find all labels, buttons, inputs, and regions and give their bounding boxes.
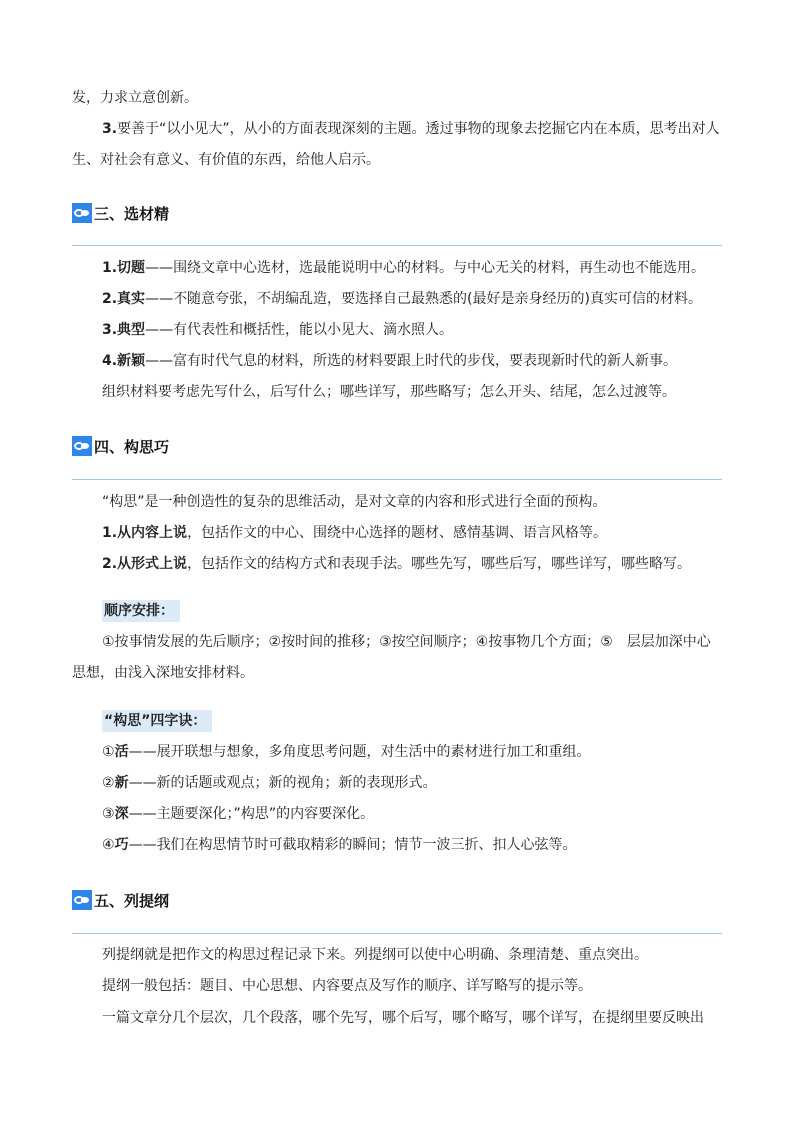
body-line: 列提纲就是把作文的构思过程记录下来。列提纲可以使中心明确、条理清楚、重点突出。 — [102, 947, 648, 963]
section-link-icon — [72, 203, 92, 223]
item-label: 巧 — [114, 837, 129, 853]
item-text: ——不随意夸张，不胡编乱造，要选择自己最熟悉的(最好是亲身经历的)真实可信的材料。 — [145, 291, 702, 307]
body-line: 一篇文章分几个层次，几个段落，哪个先写，哪个后写，哪个略写，哪个详写，在提纲里要反映出 — [102, 1010, 704, 1026]
section-divider — [72, 479, 722, 480]
section-link-icon — [72, 890, 92, 910]
order-line-cont: 思想，由浅入深地安排材料。 — [72, 665, 254, 681]
body-line: 提纲一般包括：题目、中心思想、内容要点及写作的顺序、详写略写的提示等。 — [102, 978, 592, 994]
paragraph-text: 要善于“以小见大”，从小的方面表现深刻的主题。透过事物的现象去挖掘它内在本质，思考出对人 — [117, 121, 720, 137]
paragraph-number: 3. — [102, 121, 118, 137]
item-label: 活 — [114, 744, 129, 760]
item-text: ——围绕文章中心选材，选最能说明中心的材料。与中心无关的材料，再生动也不能选用。 — [145, 260, 706, 276]
section-link-icon — [72, 436, 92, 456]
section-title: 四、构思巧 — [94, 437, 170, 456]
section-4-heading — [72, 435, 169, 457]
item-label: 2.真实 — [102, 291, 146, 307]
list-item — [102, 289, 702, 309]
intro-paragraph-3-cont: 生、对社会有意义、有价值的东西，给他人启示。 — [72, 152, 380, 168]
list-item — [102, 742, 591, 762]
item-mark: ② — [102, 775, 115, 791]
item-mark: ④ — [102, 837, 115, 853]
section-title: 五、列提纲 — [94, 891, 170, 910]
list-item — [102, 835, 577, 855]
item-mark: ③ — [102, 806, 115, 822]
item-label: 2.从形式上说 — [102, 556, 188, 572]
section-3-heading — [72, 202, 169, 224]
order-line: ①按事情发展的先后顺序；②按时间的推移；③按空间顺序；④按事物几个方面；⑤ 层层加深中心 — [102, 634, 711, 650]
item-label: 3.典型 — [102, 322, 146, 338]
list-item — [102, 554, 691, 574]
list-item — [102, 773, 437, 793]
intro-line: 发，力求立意创新。 — [72, 90, 198, 106]
section-title: 三、选材精 — [94, 204, 170, 223]
item-label: 1.从内容上说 — [102, 525, 188, 541]
section-divider — [72, 933, 722, 934]
list-item — [102, 804, 374, 824]
item-text: ，包括作文的结构方式和表现手法。哪些先写，哪些后写，哪些详写，哪些略写。 — [187, 556, 692, 572]
item-label: 深 — [114, 806, 129, 822]
item-text: ——新的话题或观点；新的视角；新的表现形式。 — [128, 775, 437, 791]
section-divider — [72, 245, 722, 246]
subheading-order: 顺序安排： — [102, 600, 180, 622]
section-intro: “构思”是一种创造性的复杂的思维活动，是对文章的内容和形式进行全面的预构。 — [102, 494, 607, 510]
item-label: 4.新颖 — [102, 353, 146, 369]
list-item — [102, 258, 705, 278]
list-item — [102, 320, 453, 340]
item-label: 新 — [114, 775, 129, 791]
item-text: ——有代表性和概括性，能以小见大、滴水照人。 — [145, 322, 454, 338]
subheading-four-words: “构思”四字诀： — [102, 710, 212, 732]
item-text: ——我们在构思情节时可截取精彩的瞬间；情节一波三折、扣人心弦等。 — [128, 837, 577, 853]
intro-paragraph-3 — [102, 119, 720, 139]
item-text: ——展开联想与想象，多角度思考问题，对生活中的素材进行加工和重组。 — [128, 744, 591, 760]
item-label: 1.切题 — [102, 260, 146, 276]
list-item — [102, 351, 677, 371]
list-item — [102, 523, 607, 543]
item-text: ——富有时代气息的材料，所选的材料要跟上时代的步伐，要表现新时代的新人新事。 — [145, 353, 678, 369]
item-text: ——主题要深化；”构思”的内容要深化。 — [128, 806, 375, 822]
item-text: ，包括作文的中心、围绕中心选择的题材、感情基调、语言风格等。 — [187, 525, 608, 541]
item-mark: ① — [102, 744, 115, 760]
section-note: 组织材料要考虑先写什么，后写什么；哪些详写，那些略写；怎么开头、结尾，怎么过渡等。 — [102, 384, 676, 400]
section-5-heading — [72, 889, 169, 911]
